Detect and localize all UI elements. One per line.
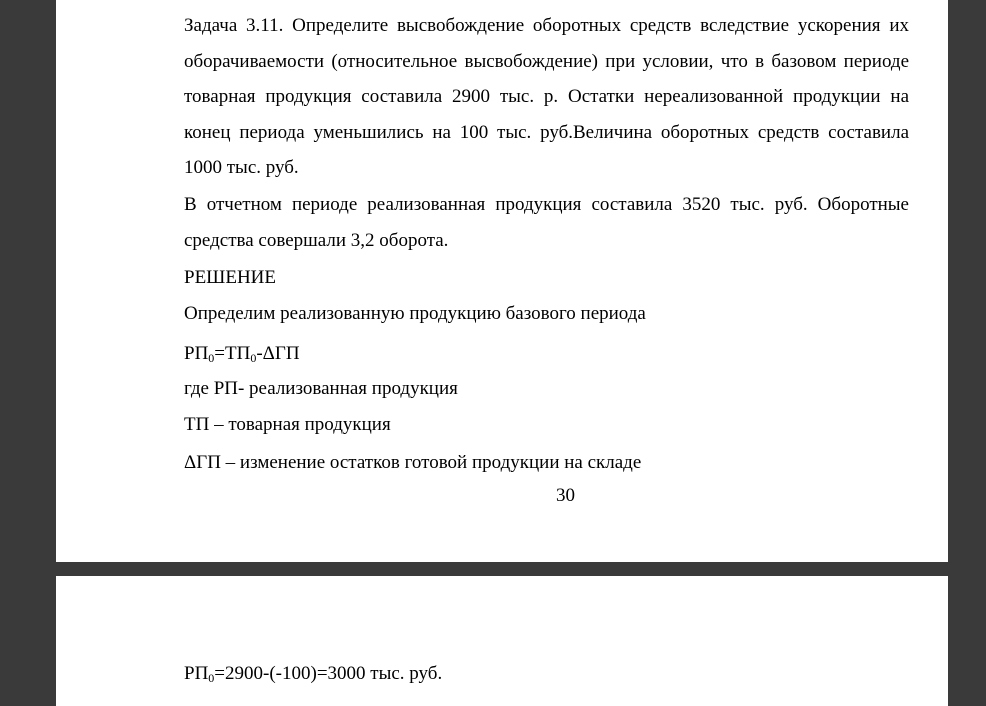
document-page-1 bbox=[56, 0, 948, 562]
formula-minus-dgp: -ΔГП bbox=[256, 343, 300, 364]
report-paragraph: В отчетном периоде реализованная продукция составила 3520 тыс. руб. Оборотные средства совершали 3,2 оборота. bbox=[184, 194, 909, 251]
solution-heading: РЕШЕНИЕ bbox=[184, 267, 276, 288]
formula-line bbox=[184, 342, 300, 366]
document-page-2 bbox=[56, 576, 948, 706]
task-paragraph: Задача 3.11. Определите высвобождение оборотных средств вследствие ускорения их оборачиваемости (относительное высвобождение) при условии, что в базовом периоде товарная продукция составила 2900 тыс. р. Остатки нереализованной продукции на конец периода уменьшились на 100 тыс. руб.Величина оборотных средств составила 1000 тыс. руб. bbox=[184, 15, 909, 178]
definition-rp: где РП- реализованная продукция bbox=[184, 378, 458, 399]
formula-rp: РП bbox=[184, 343, 209, 364]
solution-step-text: Определим реализованную продукцию базового периода bbox=[184, 303, 646, 324]
calc-rest: =2900-(-100)=3000 тыс. руб. bbox=[214, 663, 443, 684]
formula-subscript: 0 bbox=[250, 351, 257, 365]
calc-rp: РП bbox=[184, 663, 209, 684]
definition-dgp: ΔГП – изменение остатков готовой продукции на складе bbox=[184, 452, 642, 473]
page-number: 30 bbox=[556, 485, 575, 506]
definition-tp: ТП – товарная продукция bbox=[184, 414, 391, 435]
formula-subscript: 0 bbox=[208, 351, 215, 365]
formula-eq-tp: =ТП bbox=[214, 343, 251, 364]
calc-subscript: 0 bbox=[208, 671, 215, 685]
calculation-line bbox=[184, 662, 442, 686]
